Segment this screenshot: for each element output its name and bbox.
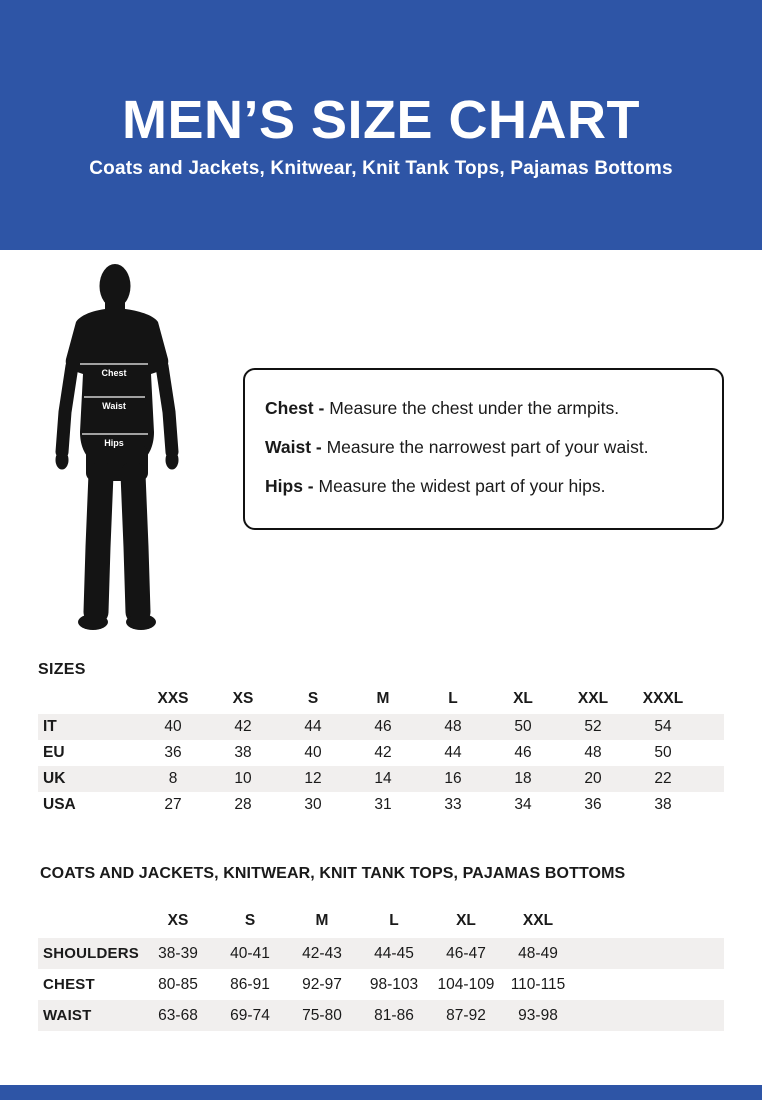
size-cell: 48 <box>444 718 462 735</box>
silhouette-torso <box>66 308 169 459</box>
size-cell: 22 <box>654 770 672 787</box>
guide-item-hips <box>265 475 708 498</box>
measurement-cell: 40-41 <box>230 944 270 962</box>
size-cell: 16 <box>444 770 462 787</box>
size-cell: 36 <box>164 744 182 761</box>
size-cell: 33 <box>444 796 462 813</box>
guide-text-waist: Measure the narrowest part of your waist. <box>326 437 649 457</box>
guide-item-chest <box>265 397 708 420</box>
chest-line-label: Chest <box>101 368 127 378</box>
spacer-cell <box>698 684 724 714</box>
spacer-cell <box>574 938 724 969</box>
measurement-cell: 93-98 <box>518 1006 558 1024</box>
spacer-cell <box>574 903 724 938</box>
row-label: EU <box>43 744 65 761</box>
sizes-row-uk <box>38 766 724 792</box>
measurements-header-row <box>38 903 724 938</box>
size-cell: 8 <box>168 770 178 787</box>
spacer-cell <box>698 766 724 792</box>
size-cell: 42 <box>374 744 392 761</box>
size-cell: 48 <box>584 744 602 761</box>
measurement-cell: 42-43 <box>302 944 342 962</box>
size-cell: 30 <box>304 796 322 813</box>
measurement-cell: 98-103 <box>369 975 419 993</box>
measurement-cell: 44-45 <box>374 944 414 962</box>
column-header-xl: XL <box>513 690 533 707</box>
column-header-s: S <box>307 690 319 707</box>
male-silhouette <box>55 262 180 637</box>
guide-label-waist: Waist - <box>265 437 322 457</box>
size-cell: 10 <box>234 770 252 787</box>
size-cell: 36 <box>584 796 602 813</box>
size-cell: 40 <box>164 718 182 735</box>
size-cell: 38 <box>654 796 672 813</box>
silhouette-left-hand <box>56 451 69 470</box>
column-header-l: L <box>389 911 399 929</box>
silhouette-left-foot <box>78 614 108 630</box>
measurement-cell: 80-85 <box>158 975 198 993</box>
spacer-cell <box>698 792 724 818</box>
measurement-cell: 48-49 <box>518 944 558 962</box>
column-header-xl: XL <box>456 911 476 929</box>
size-cell: 28 <box>234 796 252 813</box>
size-cell: 42 <box>234 718 252 735</box>
size-cell: 44 <box>304 718 322 735</box>
guide-label-chest: Chest - <box>265 398 325 418</box>
spacer-cell <box>574 1000 724 1031</box>
column-header-xxl: XXL <box>522 911 554 929</box>
row-label: SHOULDERS <box>43 945 139 962</box>
size-cell: 14 <box>374 770 392 787</box>
row-label: UK <box>43 770 66 787</box>
size-cell: 27 <box>164 796 182 813</box>
column-header-xxxl: XXXL <box>642 690 684 707</box>
guide-text-hips: Measure the widest part of your hips. <box>318 476 606 496</box>
size-cell: 31 <box>374 796 392 813</box>
silhouette-left-leg <box>96 474 101 612</box>
waist-line-label: Waist <box>102 401 126 411</box>
spacer-cell <box>698 714 724 740</box>
corner-cell <box>38 903 142 938</box>
hips-line-label: Hips <box>104 438 124 448</box>
guide-item-waist <box>265 436 708 459</box>
measurement-cell: 92-97 <box>302 975 342 993</box>
size-cell: 18 <box>514 770 532 787</box>
sizes-row-it <box>38 714 724 740</box>
measurement-cell: 86-91 <box>230 975 270 993</box>
size-cell: 46 <box>514 744 532 761</box>
row-label: CHEST <box>43 976 95 993</box>
column-header-xxl: XXL <box>577 690 609 707</box>
size-cell: 50 <box>514 718 532 735</box>
sizes-table <box>38 684 724 818</box>
measurement-cell: 81-86 <box>374 1006 414 1024</box>
row-label: USA <box>43 796 76 813</box>
measurement-cell: 110-115 <box>510 975 566 993</box>
sizes-header-row <box>38 684 724 714</box>
column-header-xs: XS <box>167 911 189 929</box>
measurement-cell: 104-109 <box>437 975 495 993</box>
measurement-cell: 69-74 <box>230 1006 270 1024</box>
header-banner <box>0 0 762 250</box>
sizes-row-usa <box>38 792 724 818</box>
silhouette-left-arm <box>62 366 72 452</box>
page-subtitle: Coats and Jackets, Knitwear, Knit Tank Tops, Pajamas Bottoms <box>89 157 673 179</box>
guide-label-hips: Hips - <box>265 476 314 496</box>
size-cell: 20 <box>584 770 602 787</box>
body-measurement-figure <box>55 262 180 637</box>
guide-text-chest: Measure the chest under the armpits. <box>329 398 620 418</box>
sizes-row-eu <box>38 740 724 766</box>
size-cell: 40 <box>304 744 322 761</box>
column-header-xs: XS <box>232 690 254 707</box>
spacer-cell <box>698 740 724 766</box>
column-header-xxs: XXS <box>157 690 189 707</box>
measurement-cell: 87-92 <box>446 1006 486 1024</box>
size-cell: 44 <box>444 744 462 761</box>
size-cell: 34 <box>514 796 532 813</box>
column-header-l: L <box>448 690 458 707</box>
silhouette-right-hand <box>166 451 179 470</box>
silhouette-right-arm <box>162 366 172 452</box>
size-cell: 54 <box>654 718 672 735</box>
measurements-table <box>38 903 724 1031</box>
measurement-cell: 46-47 <box>446 944 486 962</box>
spacer-cell <box>574 969 724 1000</box>
measurements-row-chest <box>38 969 724 1000</box>
silhouette-right-foot <box>126 614 156 630</box>
size-cell: 50 <box>654 744 672 761</box>
measurement-cell: 75-80 <box>302 1006 342 1024</box>
measurements-row-shoulders <box>38 938 724 969</box>
measurement-guide-box <box>243 368 724 530</box>
page-title: MEN’S SIZE CHART <box>121 89 641 150</box>
footer-bar <box>0 1085 762 1100</box>
size-cell: 12 <box>304 770 322 787</box>
sizes-heading: SIZES <box>38 661 86 678</box>
corner-cell <box>38 684 138 714</box>
silhouette-right-leg <box>133 474 138 612</box>
row-label: WAIST <box>43 1007 92 1024</box>
measurement-cell: 63-68 <box>158 1006 198 1024</box>
column-header-s: S <box>244 911 256 929</box>
measurement-cell: 38-39 <box>158 944 198 962</box>
column-header-m: M <box>315 911 329 929</box>
measurements-row-waist <box>38 1000 724 1031</box>
measurements-heading: COATS AND JACKETS, KNITWEAR, KNIT TANK TOPS, PAJAMAS BOTTOMS <box>40 865 626 882</box>
size-cell: 52 <box>584 718 602 735</box>
row-label: IT <box>43 718 57 735</box>
size-cell: 38 <box>234 744 252 761</box>
size-cell: 46 <box>374 718 392 735</box>
column-header-m: M <box>376 690 390 707</box>
